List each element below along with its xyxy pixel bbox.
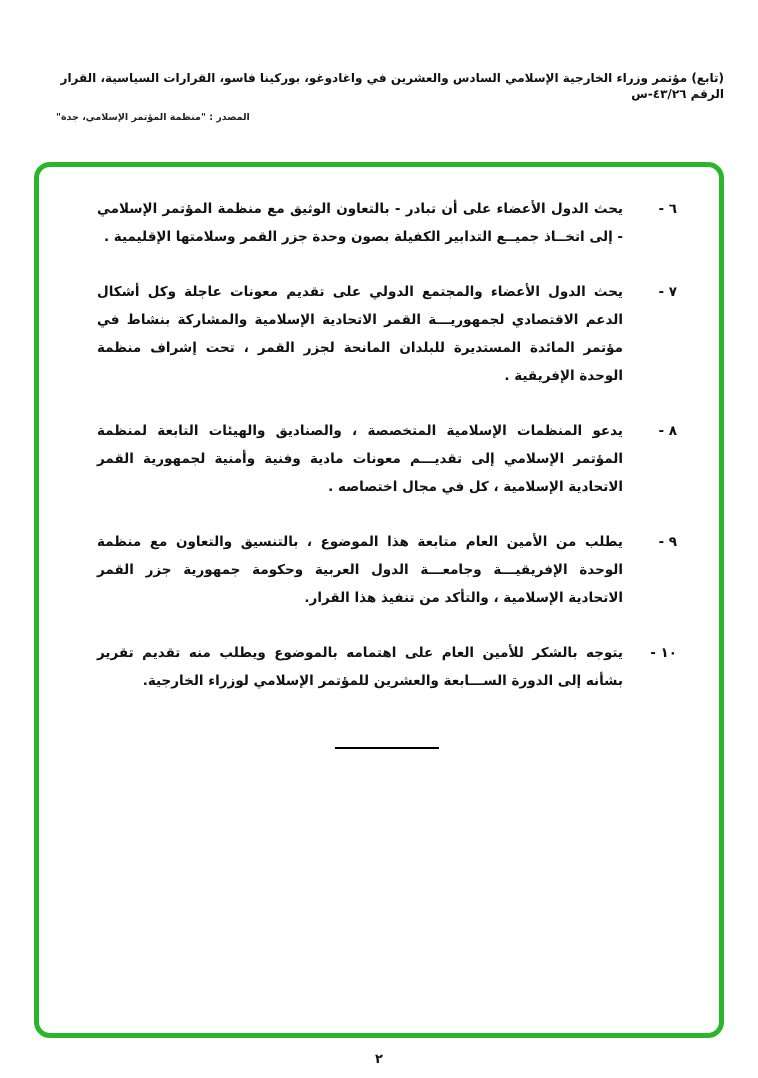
item-body-text: بالشكر للأمين العام على اهتمامه بالموضوع ويطلب منه تقديم تقرير بشأنه إلى الدورة الســـابعة والعشرين للمؤتمر الإسلامي لوزراء الخارجية. [97, 645, 623, 689]
item-body-text: الدول الأعضاء على أن تبادر - بالتعاون الوثيق مع منظمة المؤتمر الإسلامي - إلى اتخــاذ جميــع التدابير الكفيلة بصون وحدة جزر القمر وسلامتها الإقليمية . [97, 201, 623, 245]
resolution-item-10 [97, 639, 677, 695]
item-lead-word: يدعو [592, 423, 623, 439]
item-text [97, 195, 623, 251]
source-note: المصدر : "منظمة المؤتمر الإسلامي، جدة" [56, 112, 250, 123]
item-number: ٦ - [658, 201, 677, 217]
resolution-item-7 [97, 278, 677, 390]
item-text [97, 528, 623, 612]
item-lead-word: يحث [593, 201, 623, 217]
item-text [97, 639, 623, 695]
item-number: ١٠ - [650, 645, 677, 661]
item-number: ٩ - [658, 534, 677, 550]
item-body-text: المنظمات الإسلامية المتخصصة ، والصناديق والهيئات التابعة لمنظمة المؤتمر الإسلامي إلى تقديـــم معونات مادية وفنية وأمنية لجمهورية القمر الاتحادية الإسلامية ، كل في مجال اختصاصه . [97, 423, 623, 495]
document-header-line: (تابع) مؤتمر وزراء الخارجية الإسلامي السادس والعشرين في واغادوغو، بوركينا فاسو، القرارات السياسية، القرار الرقم ٤٣/٢٦-س [60, 71, 724, 101]
separator-line [335, 747, 439, 749]
green-border-box [34, 162, 724, 1038]
resolution-item-6 [97, 195, 677, 251]
item-lead-word: يطلب [584, 534, 623, 550]
item-text [97, 417, 623, 501]
item-lead-word: يتوجه [586, 645, 623, 661]
item-body-text: من الأمين العام متابعة هذا الموضوع ، بالتنسيق والتعاون مع منظمة الوحدة الإفريقيـــة وجامعـــة الدول العربية وحكومة جمهورية جزر القمر الاتحادية الإسلامية ، والتأكد من تنفيذ هذا القرار. [97, 534, 623, 606]
resolution-item-8 [97, 417, 677, 501]
item-number: ٨ - [658, 423, 677, 439]
item-number: ٧ - [658, 284, 677, 300]
item-lead-word: يحث [593, 284, 623, 300]
page-number: ٢ [375, 1052, 383, 1067]
item-body-text: الدول الأعضاء والمجتمع الدولي على تقديم معونات عاجلة وكل أشكال الدعم الاقتصادي لجمهوريـــة القمر الاتحادية الإسلامية والمشاركة بنشاط في مؤتمر المائدة المستديرة للبلدان المانحة لجزر القمر ، تحت إشراف منظمة الوحدة الإفريقية . [97, 284, 623, 384]
resolution-item-9 [97, 528, 677, 612]
item-text [97, 278, 623, 390]
